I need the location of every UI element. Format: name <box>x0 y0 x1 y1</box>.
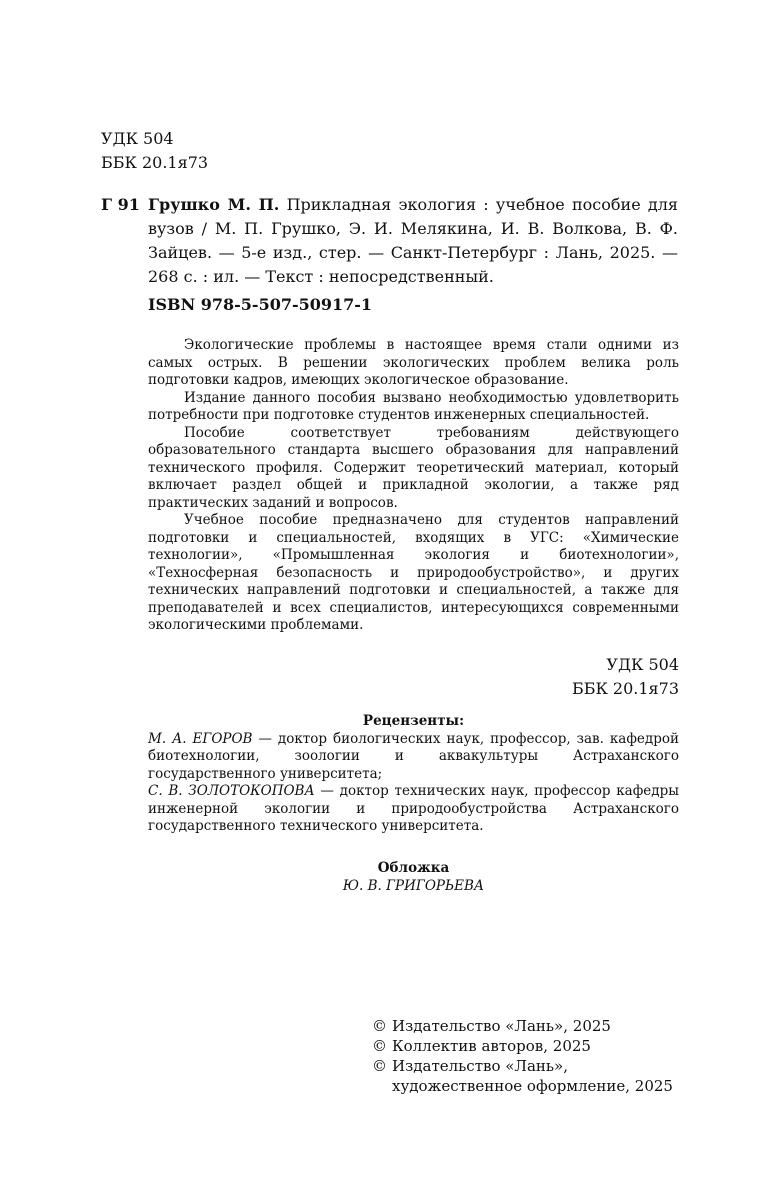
reviewer-entry <box>148 731 679 784</box>
copyright-icon: © <box>372 1037 387 1055</box>
reviewers <box>148 713 679 836</box>
copyright-line <box>372 1016 712 1036</box>
author-sign: Г 91 <box>101 195 140 214</box>
reviewer-description: — доктор биологических наук, профессор, зав. кафедрой биотехнологии, зоологии и аквакультуры Астраханского государственного университета; <box>148 730 679 782</box>
annotation-paragraph: Экологические проблемы в настоящее время стали одними из самых острых. В решении экологических проблем велика роль подготовки кадров, имеющих экологическое образование. <box>148 337 679 388</box>
isbn: ISBN 978-5-507-50917-1 <box>148 295 373 314</box>
bibliographic-text: Прикладная экология : учебное пособие для вузов / М. П. Грушко, Э. И. Мелякина, И. В. Волкова, В. Ф. Зайцев. — 5-е изд., стер. — Санкт-Петербург : Лань, 2025. — 268 с. : ил. — Текст : непосредственный. <box>148 195 679 286</box>
udk-code: УДК 504 <box>101 129 174 148</box>
copyright-line <box>372 1036 712 1056</box>
bbk-code: ББК 20.1я73 <box>571 679 679 698</box>
annotation-paragraph: Учебное пособие предназначено для студентов направлений подготовки и специальностей, входящих в УГС: «Химические технологии», «Промышленная экология и биотехнологии», «Техносферная безопасность и природообустройство», и других технических направлений подготовки и специальностей, а также для преподавателей и всех специалистов, интересующихся современными экологическими проблемами. <box>148 512 679 633</box>
cover-credit <box>148 859 679 895</box>
reviewers-title: Рецензенты: <box>362 713 465 729</box>
bbk-code: ББК 20.1я73 <box>101 153 209 172</box>
copyright-line <box>372 1056 712 1076</box>
classification-bottom <box>540 653 679 701</box>
copyright-icon: © <box>372 1057 387 1075</box>
cover-title: Обложка <box>377 860 450 876</box>
annotation-paragraph: Пособие соответствует требованиям действующего образовательного стандарта высшего образования для направлений технического профиля. Содержит теоретический материал, который включает раздел общей и прикладной экологии, а также ряд практических заданий и вопросов. <box>148 424 679 511</box>
reviewer-description: — доктор технических наук, профессор кафедры инженерной экологии и природообустройства Астраханского государственного технического университета. <box>148 783 679 834</box>
annotation-paragraph: Издание данного пособия вызвано необходимостью удовлетворить потребности при подготовке студентов инженерных специальностей. <box>148 389 679 423</box>
bibliographic-lead: Грушко М. П. <box>148 195 280 214</box>
annotation <box>148 337 679 635</box>
classification-top <box>101 127 208 175</box>
copyright-text: Издательство «Лань», 2025 <box>392 1017 611 1035</box>
copyright-icon: © <box>372 1017 387 1035</box>
bibliographic-record <box>148 193 678 289</box>
copyright-continuation: художественное оформление, 2025 <box>392 1077 673 1095</box>
copyright-text: Издательство «Лань», <box>392 1057 569 1075</box>
udk-code: УДК 504 <box>606 655 679 674</box>
reviewer-name: М. А. ЕГОРОВ <box>148 730 253 747</box>
copyright-block <box>372 1016 712 1096</box>
copyright-text: Коллектив авторов, 2025 <box>392 1037 591 1055</box>
cover-designer: Ю. В. ГРИГОРЬЕВА <box>342 878 485 894</box>
reviewer-name: С. В. ЗОЛОТОКОПОВА <box>148 783 315 799</box>
reviewer-entry <box>148 783 679 836</box>
